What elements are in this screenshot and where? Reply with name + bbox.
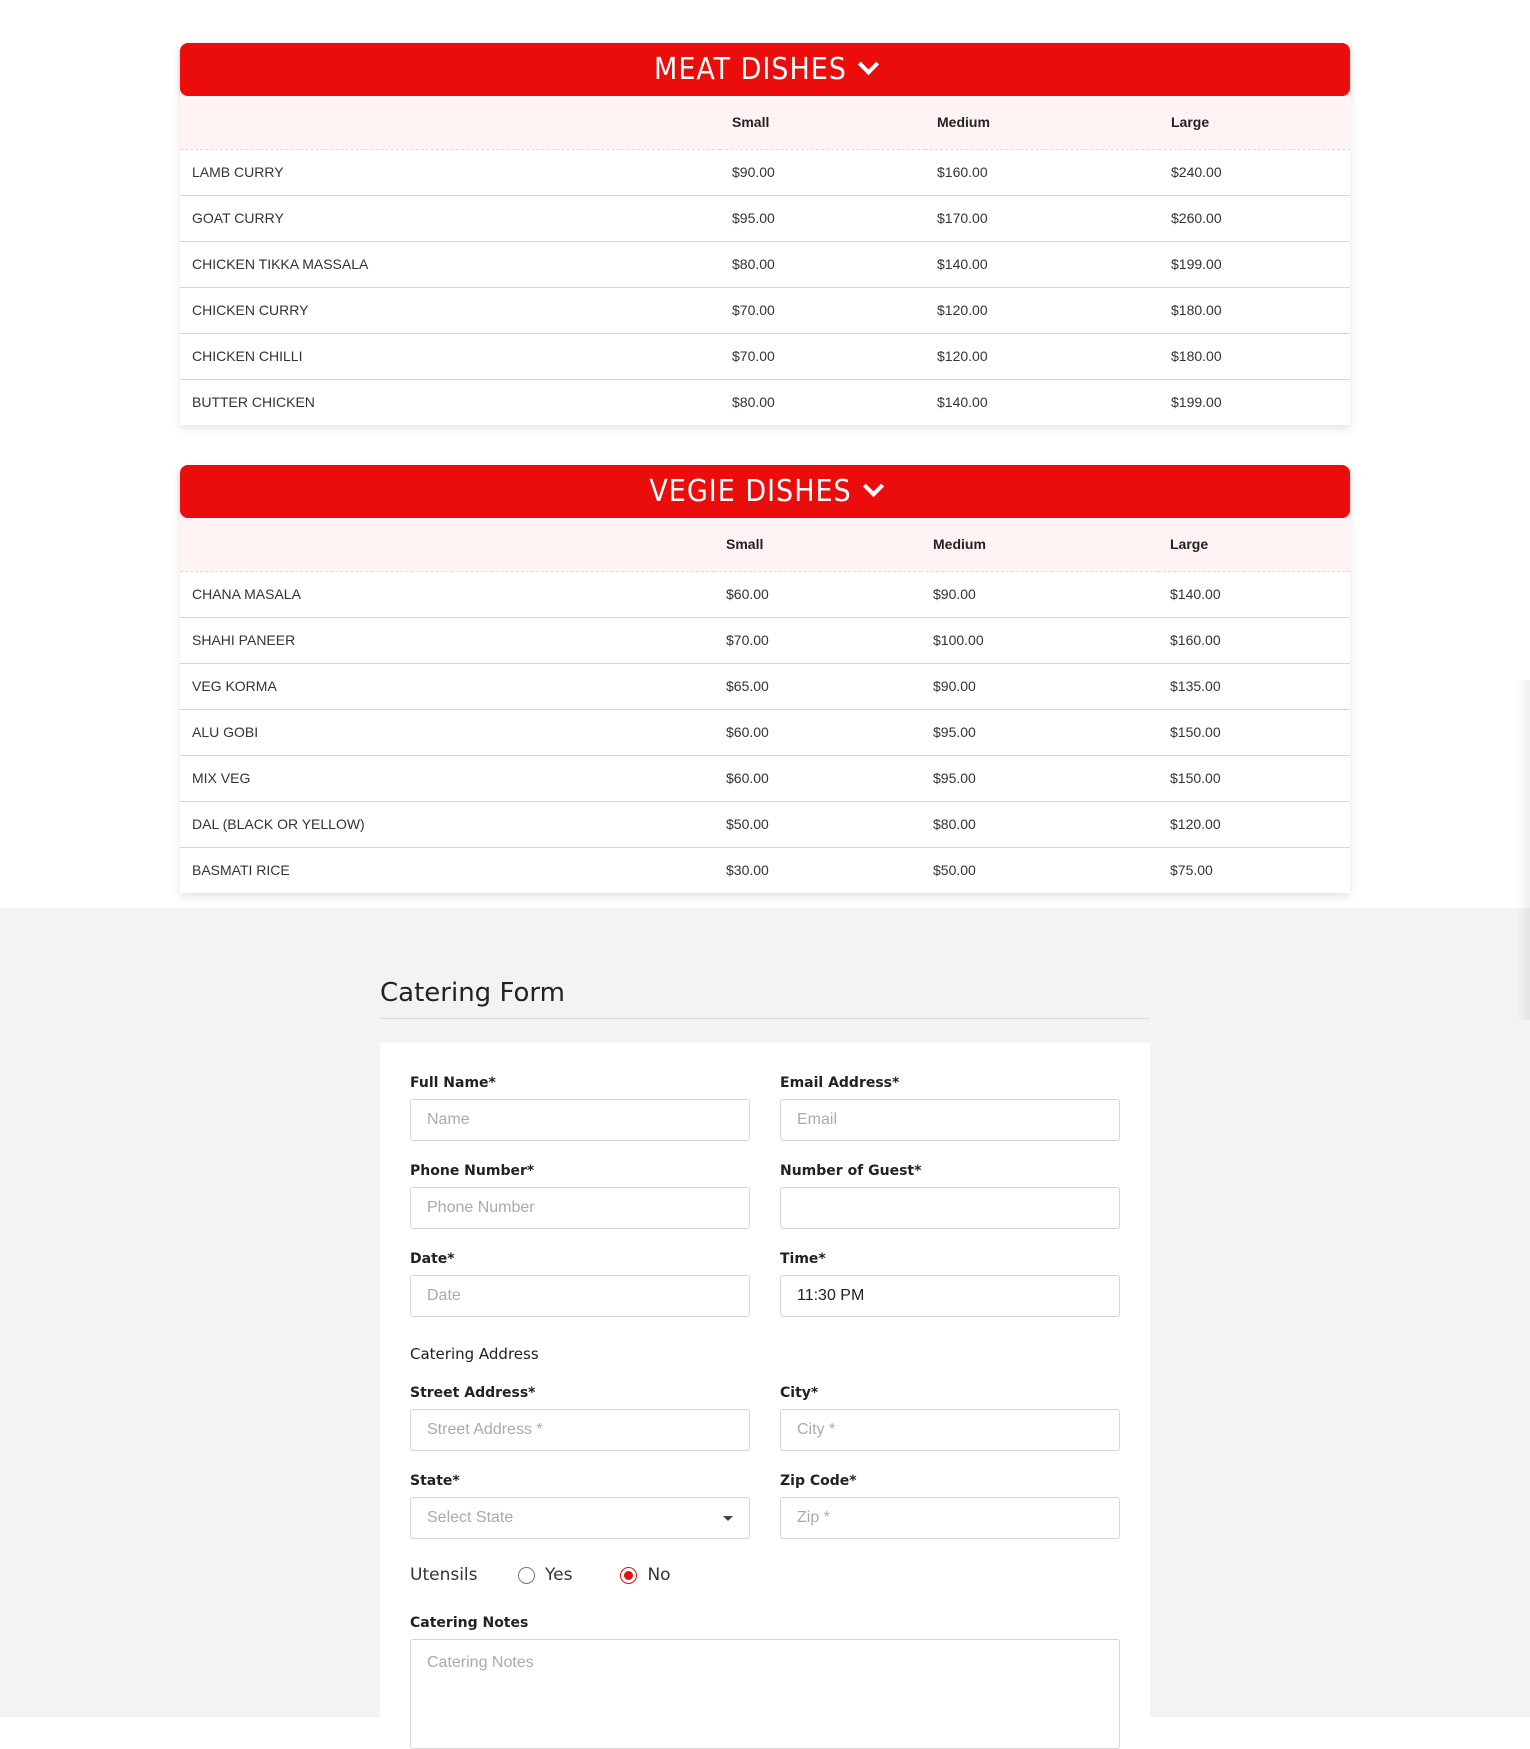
dish-name-cell: CHICKEN TIKKA MASSALA	[192, 256, 369, 272]
catering-form-area	[380, 908, 1150, 1743]
price-large-cell: $75.00	[1170, 862, 1213, 879]
dish-name-cell: BUTTER CHICKEN	[192, 394, 315, 411]
column-header-small: Small	[720, 96, 925, 149]
email-input[interactable]: Email	[780, 1099, 1120, 1141]
dish-name-cell: ALU GOBI	[192, 724, 259, 740]
table-row	[180, 241, 1350, 287]
column-header-dish	[180, 518, 714, 571]
time-input[interactable]: 11:30 PM	[780, 1275, 1120, 1317]
price-medium-cell: $170.00	[937, 210, 988, 226]
price-small-cell: $70.00	[726, 632, 769, 648]
vegie-dishes-toggle[interactable]	[180, 465, 1350, 518]
menu-wrapper	[180, 0, 1350, 893]
column-header-medium: Medium	[921, 518, 1158, 571]
chevron-down-icon	[858, 54, 879, 75]
table-row	[180, 333, 1350, 379]
phone-label: Phone Number*	[410, 1163, 535, 1179]
price-small-cell: $70.00	[732, 302, 775, 318]
price-large-cell: $160.00	[1170, 632, 1221, 648]
price-large-cell: $135.00	[1170, 678, 1221, 694]
price-large-cell: $260.00	[1171, 210, 1222, 226]
state-select-value: Select State	[427, 1509, 514, 1526]
date-label: Date*	[410, 1251, 455, 1267]
table-row	[180, 755, 1350, 801]
utensils-yes-label: Yes	[545, 1565, 573, 1585]
meat-dishes-section	[180, 43, 1350, 425]
city-label: City*	[780, 1385, 819, 1401]
table-row	[180, 571, 1350, 617]
price-large-cell: $150.00	[1170, 770, 1221, 786]
table-row	[180, 379, 1350, 425]
dish-name-cell: LAMB CURRY	[192, 164, 284, 180]
date-input[interactable]: Date	[410, 1275, 750, 1317]
time-label: Time*	[780, 1251, 826, 1267]
state-label: State*	[410, 1473, 460, 1489]
meat-dishes-toggle[interactable]	[180, 43, 1350, 96]
column-header-large: Large	[1158, 518, 1350, 571]
price-small-cell: $90.00	[732, 164, 775, 180]
dish-name-cell: CHICKEN CURRY	[192, 302, 309, 318]
utensils-label: Utensils	[410, 1565, 478, 1585]
guests-input[interactable]	[780, 1187, 1120, 1229]
side-scroll-shadow	[1516, 680, 1530, 1020]
utensils-yes-option[interactable]	[518, 1565, 572, 1585]
price-medium-cell: $120.00	[937, 348, 988, 364]
price-small-cell: $95.00	[732, 210, 775, 226]
full-name-input[interactable]: Name	[410, 1099, 750, 1141]
table-row	[180, 709, 1350, 755]
dish-name-cell: VEG KORMA	[192, 678, 277, 694]
table-row	[180, 149, 1350, 195]
dish-name-cell: CHICKEN CHILLI	[192, 348, 303, 364]
caret-down-icon	[723, 1516, 733, 1521]
meat-dishes-title: MEAT DISHES	[654, 52, 847, 87]
zip-input[interactable]: Zip *	[780, 1497, 1120, 1539]
table-row	[180, 847, 1350, 893]
notes-textarea[interactable]: Catering Notes	[410, 1639, 1120, 1749]
price-large-cell: $240.00	[1171, 164, 1222, 180]
street-label: Street Address*	[410, 1385, 536, 1401]
dish-name-cell: MIX VEG	[192, 770, 251, 786]
price-medium-cell: $100.00	[933, 632, 984, 648]
vegie-dishes-section	[180, 465, 1350, 893]
column-header-large: Large	[1159, 96, 1350, 149]
price-small-cell: $60.00	[726, 724, 769, 740]
table-row	[180, 195, 1350, 241]
table-header-row	[180, 96, 1350, 149]
price-large-cell: $140.00	[1170, 586, 1221, 602]
veg-price-table	[180, 518, 1350, 893]
price-medium-cell: $140.00	[937, 256, 988, 272]
vegie-dishes-title: VEGIE DISHES	[649, 474, 852, 509]
price-medium-cell: $80.00	[933, 816, 976, 832]
column-header-medium: Medium	[925, 96, 1159, 149]
price-medium-cell: $120.00	[937, 302, 988, 318]
table-row	[180, 801, 1350, 847]
price-small-cell: $60.00	[726, 770, 769, 786]
guests-label: Number of Guest*	[780, 1163, 922, 1179]
utensils-group	[410, 1565, 1120, 1585]
price-small-cell: $50.00	[726, 816, 769, 832]
price-medium-cell: $50.00	[933, 862, 976, 879]
notes-label: Catering Notes	[410, 1615, 529, 1631]
full-name-label: Full Name*	[410, 1075, 496, 1091]
price-large-cell: $199.00	[1171, 256, 1222, 272]
price-small-cell: $65.00	[726, 678, 769, 694]
utensils-yes-radio[interactable]	[518, 1567, 535, 1584]
chevron-down-icon	[863, 476, 884, 497]
dish-name-cell: BASMATI RICE	[192, 862, 290, 879]
city-input[interactable]: City *	[780, 1409, 1120, 1451]
price-large-cell: $150.00	[1170, 724, 1221, 740]
dish-name-cell: CHANA MASALA	[192, 586, 301, 602]
price-small-cell: $70.00	[732, 348, 775, 364]
catering-address-heading: Catering Address	[410, 1345, 539, 1363]
table-row	[180, 617, 1350, 663]
column-header-dish	[180, 96, 720, 149]
zip-label: Zip Code*	[780, 1473, 857, 1489]
price-large-cell: $180.00	[1171, 348, 1222, 364]
price-medium-cell: $140.00	[937, 394, 988, 411]
dish-name-cell: GOAT CURRY	[192, 210, 284, 226]
catering-form-card	[380, 1043, 1150, 1743]
utensils-no-label: No	[647, 1565, 671, 1585]
table-header-row	[180, 518, 1350, 571]
price-large-cell: $120.00	[1170, 816, 1221, 832]
table-row	[180, 663, 1350, 709]
dish-name-cell: SHAHI PANEER	[192, 632, 296, 648]
price-medium-cell: $95.00	[933, 770, 976, 786]
price-large-cell: $199.00	[1171, 394, 1222, 411]
form-title: Catering Form	[380, 978, 1150, 1019]
price-medium-cell: $95.00	[933, 724, 976, 740]
price-medium-cell: $90.00	[933, 678, 976, 694]
state-select[interactable]	[410, 1497, 750, 1539]
utensils-no-radio[interactable]	[620, 1567, 637, 1584]
utensils-no-option[interactable]	[620, 1565, 670, 1585]
price-medium-cell: $90.00	[933, 586, 976, 602]
meat-price-table	[180, 96, 1350, 425]
street-input[interactable]: Street Address *	[410, 1409, 750, 1451]
price-large-cell: $180.00	[1171, 302, 1222, 318]
price-small-cell: $30.00	[726, 862, 769, 879]
price-small-cell: $60.00	[726, 586, 769, 602]
table-row	[180, 287, 1350, 333]
price-small-cell: $80.00	[732, 256, 775, 272]
price-medium-cell: $160.00	[937, 164, 988, 180]
column-header-small: Small	[714, 518, 921, 571]
dish-name-cell: DAL (BLACK OR YELLOW)	[192, 816, 365, 832]
price-small-cell: $80.00	[732, 394, 775, 411]
email-label: Email Address*	[780, 1075, 900, 1091]
phone-input[interactable]: Phone Number	[410, 1187, 750, 1229]
